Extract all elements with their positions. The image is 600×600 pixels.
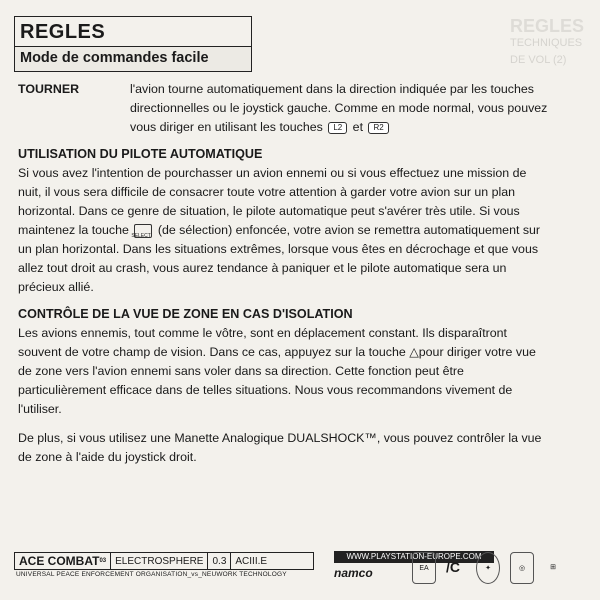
tourner-text: l'avion tourne automatiquement dans la direction indiquée par les touches directionnelles ou le joystick gauche. Comme en mode normal, vous pouvez vous diriger en utilisant les touches <box>130 82 548 134</box>
select-label: SELECT <box>131 232 151 239</box>
footer-tagline: UNIVERSAL PEACE ENFORCEMENT ORGANISATION_vs_NEUWORK TECHNOLOGY <box>16 571 287 578</box>
sc-logo-icon: /C <box>446 559 460 575</box>
pilote-paragraph <box>18 164 548 297</box>
tourner-term: TOURNER <box>18 82 80 96</box>
section-subtitle: Mode de commandes facile <box>20 50 209 66</box>
page-title: REGLES <box>20 21 106 43</box>
select-button-icon <box>131 224 152 239</box>
footer-subtitle: ELECTROSPHERE <box>111 553 208 569</box>
dualshock-paragraph: De plus, si vous utilisez une Manette Analogique DUALSHOCK™, vous pouvez contrôler la vue de zone à l'aide du joystick droit. <box>18 431 542 464</box>
paragraph-gap <box>18 419 548 429</box>
bleed-line: TECHNIQUES DE VOL (2) <box>510 37 583 66</box>
footer-brand <box>15 553 111 569</box>
tourner-row <box>18 80 548 137</box>
tourner-and: et <box>352 120 364 134</box>
right-emblem-icon: ⊞ <box>550 564 556 571</box>
footer-title-box <box>14 552 314 570</box>
footer-url: WWW.PLAYSTATION-EUROPE.COM <box>334 551 494 563</box>
vue-text-before: Les avions ennemis, tout comme le vôtre, sont en déplacement constant. Ils disparaîtront souvent de votre champ de vision. Dans ce cas, appuyez sur la touche <box>18 326 508 359</box>
footer-brand-text: ACE COMBAT <box>19 554 100 568</box>
wolf-emblem-icon: ✦ <box>476 552 500 584</box>
vue-heading: CONTRÔLE DE LA VUE DE ZONE EN CAS D'ISOLATION <box>18 307 353 321</box>
footer-code: ACIII.E <box>235 555 268 567</box>
ea-logo-icon: EA <box>412 552 436 584</box>
swirl-emblem-icon: ◎ <box>510 552 534 584</box>
body-text <box>18 80 548 467</box>
pilote-heading: UTILISATION DU PILOTE AUTOMATIQUE <box>18 147 263 161</box>
vue-paragraph <box>18 324 548 419</box>
r2-key-icon: R2 <box>368 122 388 134</box>
bleed-title: REGLES <box>510 18 585 36</box>
footer <box>14 548 590 588</box>
tourner-definition <box>130 80 548 137</box>
vue-text-after: pour diriger votre vue de zone vers l'avion ennemi sans voler dans sa direction. Cette fonction peut être particulièrement efficace dans de telles situations. Nous vous recommandons vivement de l'utiliser. <box>18 345 536 416</box>
footer-number: 0.3 <box>208 553 231 569</box>
namco-logo: namco <box>334 566 373 580</box>
pilote-text-after: (de sélection) enfoncée, votre avion se remettra automatiquement sur un plan horizontal. Dans les situations extrêmes, lorsque vous êtes en décrochage et que vous allez tout droit au crash, vous aurez tendance à paniquer et le pilote automatique sera un précieux allié. <box>18 223 541 294</box>
l2-key-icon: L2 <box>328 122 347 134</box>
triangle-button-icon: △ <box>409 345 419 359</box>
footer-brand-sup: 03 <box>99 558 107 564</box>
pilote-text-before: Si vous avez l'intention de pourchasser un avion ennemi ou si vous effectuez une mission de nuit, il vous sera difficile de consacrer toute votre attention à garder votre avion sur un plan horizontal. Dans ce genre de situation, le pilote automatique peut s'avérer très utile. Si vous maintenez la touche <box>18 166 527 237</box>
